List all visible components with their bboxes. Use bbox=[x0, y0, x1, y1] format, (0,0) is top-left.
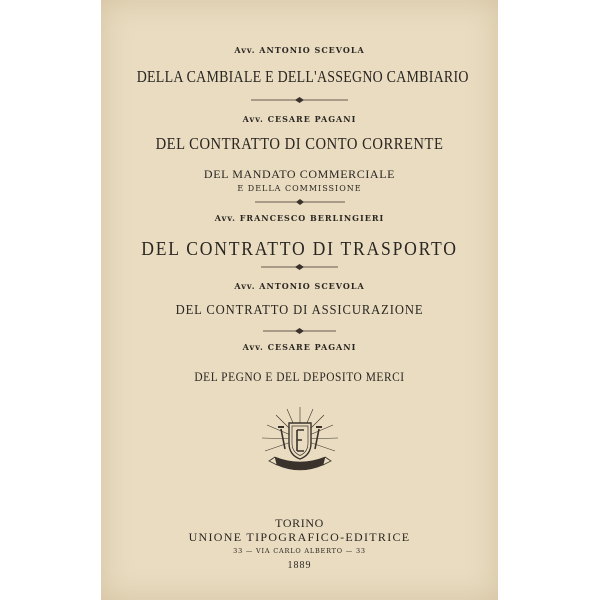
subtitle-2a: DEL MANDATO COMMERCIALE bbox=[203, 167, 396, 181]
author-3: Avv. FRANCESCO BERLINGIERI bbox=[214, 213, 385, 223]
divider-ornament-4 bbox=[263, 327, 336, 335]
title-3: DEL CONTRATTO DI TRASPORTO bbox=[141, 238, 458, 260]
divider-ornament-3 bbox=[261, 263, 338, 271]
title-4: DEL CONTRATTO DI ASSICURAZIONE bbox=[175, 303, 424, 318]
publisher-city: TORINO bbox=[275, 516, 324, 530]
divider-ornament-1 bbox=[251, 96, 348, 104]
title-page bbox=[101, 0, 498, 600]
author-1: Avv. ANTONIO SCEVOLA bbox=[234, 45, 365, 55]
author-4: Avv. ANTONIO SCEVOLA bbox=[234, 281, 365, 291]
title-1: DELLA CAMBIALE E DELL'ASSEGNO CAMBIARIO bbox=[136, 67, 469, 86]
publisher-address: 33 — VIA CARLO ALBERTO — 33 bbox=[233, 547, 366, 555]
author-2: Avv. CESARE PAGANI bbox=[242, 114, 357, 124]
author-5: Avv. CESARE PAGANI bbox=[242, 342, 357, 352]
title-2: DEL CONTRATTO DI CONTO CORRENTE bbox=[155, 134, 444, 153]
publisher-emblem-icon bbox=[257, 405, 343, 477]
publisher-name: UNIONE TIPOGRAFICO-EDITRICE bbox=[188, 530, 411, 544]
divider-ornament-2 bbox=[255, 198, 345, 206]
publication-year: 1889 bbox=[287, 560, 312, 571]
subtitle-2b: E DELLA COMMISSIONE bbox=[237, 184, 362, 193]
title-5: DEL PEGNO E DEL DEPOSITO MERCI bbox=[194, 369, 405, 384]
